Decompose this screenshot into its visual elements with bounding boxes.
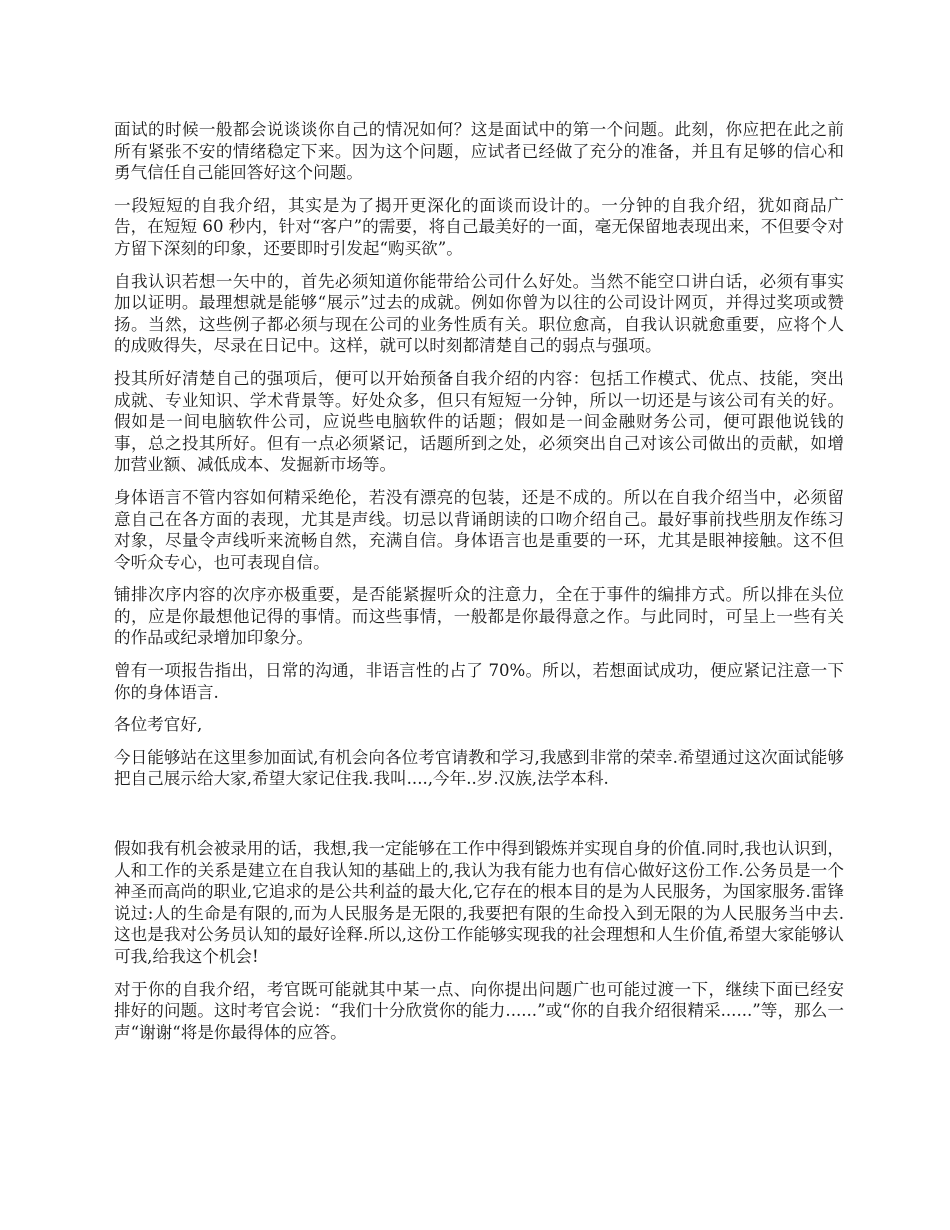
paragraph-examiner-response: 对于你的自我介绍，考官既可能就其中某一点、向你提出问题广也可能过渡一下，继续下面已经安排好的问题。这时考官会说：“我们十分欣赏你的能力......”或“你的自我介绍很精采......”等，那么一声“谢谢“将是你最得体的应答。 — [114, 979, 844, 1042]
paragraph-body-language: 身体语言不管内容如何精采绝伦，若没有漂亮的包装，还是不成的。所以在自我介绍当中，必须留意自己在各方面的表现，尤其是声线。切忌以背诵朗读的口吻介绍自己。最好事前找些朋友作练习对象，尽量令声线听来流畅自然，充满自信。身体语言也是重要的一环，尤其是眼神接触。这不但令听众专心，也可表现自信。 — [114, 487, 844, 572]
paragraph-interview-opening: 面试的时候一般都会说谈谈你自己的情况如何？这是面试中的第一个问题。此刻，你应把在此之前所有紧张不安的情绪稳定下来。因为这个问题，应试者已经做了充分的准备，并且有足够的信心和勇气信任自己能回答好这个问题。 — [114, 120, 844, 183]
paragraph-short-introduction: 一段短短的自我介绍，其实是为了揭开更深化的面谈而设计的。一分钟的自我介绍，犹如商品广告，在短短 60 秒内，针对“客户”的需要，将自己最美好的一面，毫无保留地表现出来，不但要令对方留下深刻的印象，还要即时引发起“购买欲”。 — [114, 195, 844, 258]
paragraph-civil-servant: 假如我有机会被录用的话，我想,我一定能够在工作中得到锻炼并实现自身的价值.同时,我也认识到，人和工作的关系是建立在自我认知的基础上的,我认为我有能力也有信心做好这份工作.公务员是一个神圣而高尚的职业,它追求的是公共利益的最大化,它存在的根本目的是为人民服务，为国家服务.雷锋说过:人的生命是有限的,而为人民服务是无限的,我要把有限的生命投入到无限的为人民服务当中去.这也是我对公务员认知的最好诠释.所以,这份工作能够实现我的社会理想和人生价值,希望大家能够认可我,给我这个机会! — [114, 839, 844, 966]
paragraph-greeting: 各位考官好, — [114, 715, 203, 735]
paragraph-self-knowledge: 自我认识若想一矢中的，首先必须知道你能带给公司什么好处。当然不能空口讲白话，必须有事实加以证明。最理想就是能够“展示”过去的成就。例如你曾为以往的公司设计网页，并得过奖项或赞扬。当然，这些例子都必须与现在公司的业务性质有关。职位愈高，自我认识就愈重要，应将个人的成败得失，尽录在日记中。这样，就可以时刻都清楚自己的弱点与强项。 — [114, 271, 844, 356]
paragraph-ordering: 铺排次序内容的次序亦极重要，是否能紧握听众的注意力，全在于事件的编排方式。所以排在头位的，应是你最想他记得的事情。而这些事情，一般都是你最得意之作。与此同时，可呈上一些有关的作品或纪录增加印象分。 — [114, 585, 844, 648]
paragraph-self-introduction: 今日能够站在这里参加面试,有机会向各位考官请教和学习,我感到非常的荣幸.希望通过这次面试能够把自己展示给大家,希望大家记住我.我叫....,今年..岁.汉族,法学本科. — [114, 747, 844, 789]
paragraph-nonverbal-report: 曾有一项报告指出，日常的沟通，非语言性的占了 70%。所以，若想面试成功，便应紧记注意一下你的身体语言. — [114, 661, 844, 702]
paragraph-tailor-content: 投其所好清楚自己的强项后，便可以开始预备自我介绍的内容：包括工作模式、优点、技能，突出成就、专业知识、学术背景等。好处众多，但只有短短一分钟，所以一切还是与该公司有关的好。假如是一间电脑软件公司，应说些电脑软件的话题；假如是一间金融财务公司，便可跟他说钱的事，总之投其所好。但有一点必须紧记，话题所到之处，必须突出自己对该公司做出的贡献，如增加营业额、减低成本、发掘新市场等。 — [114, 368, 844, 475]
document-body — [114, 119, 844, 1054]
